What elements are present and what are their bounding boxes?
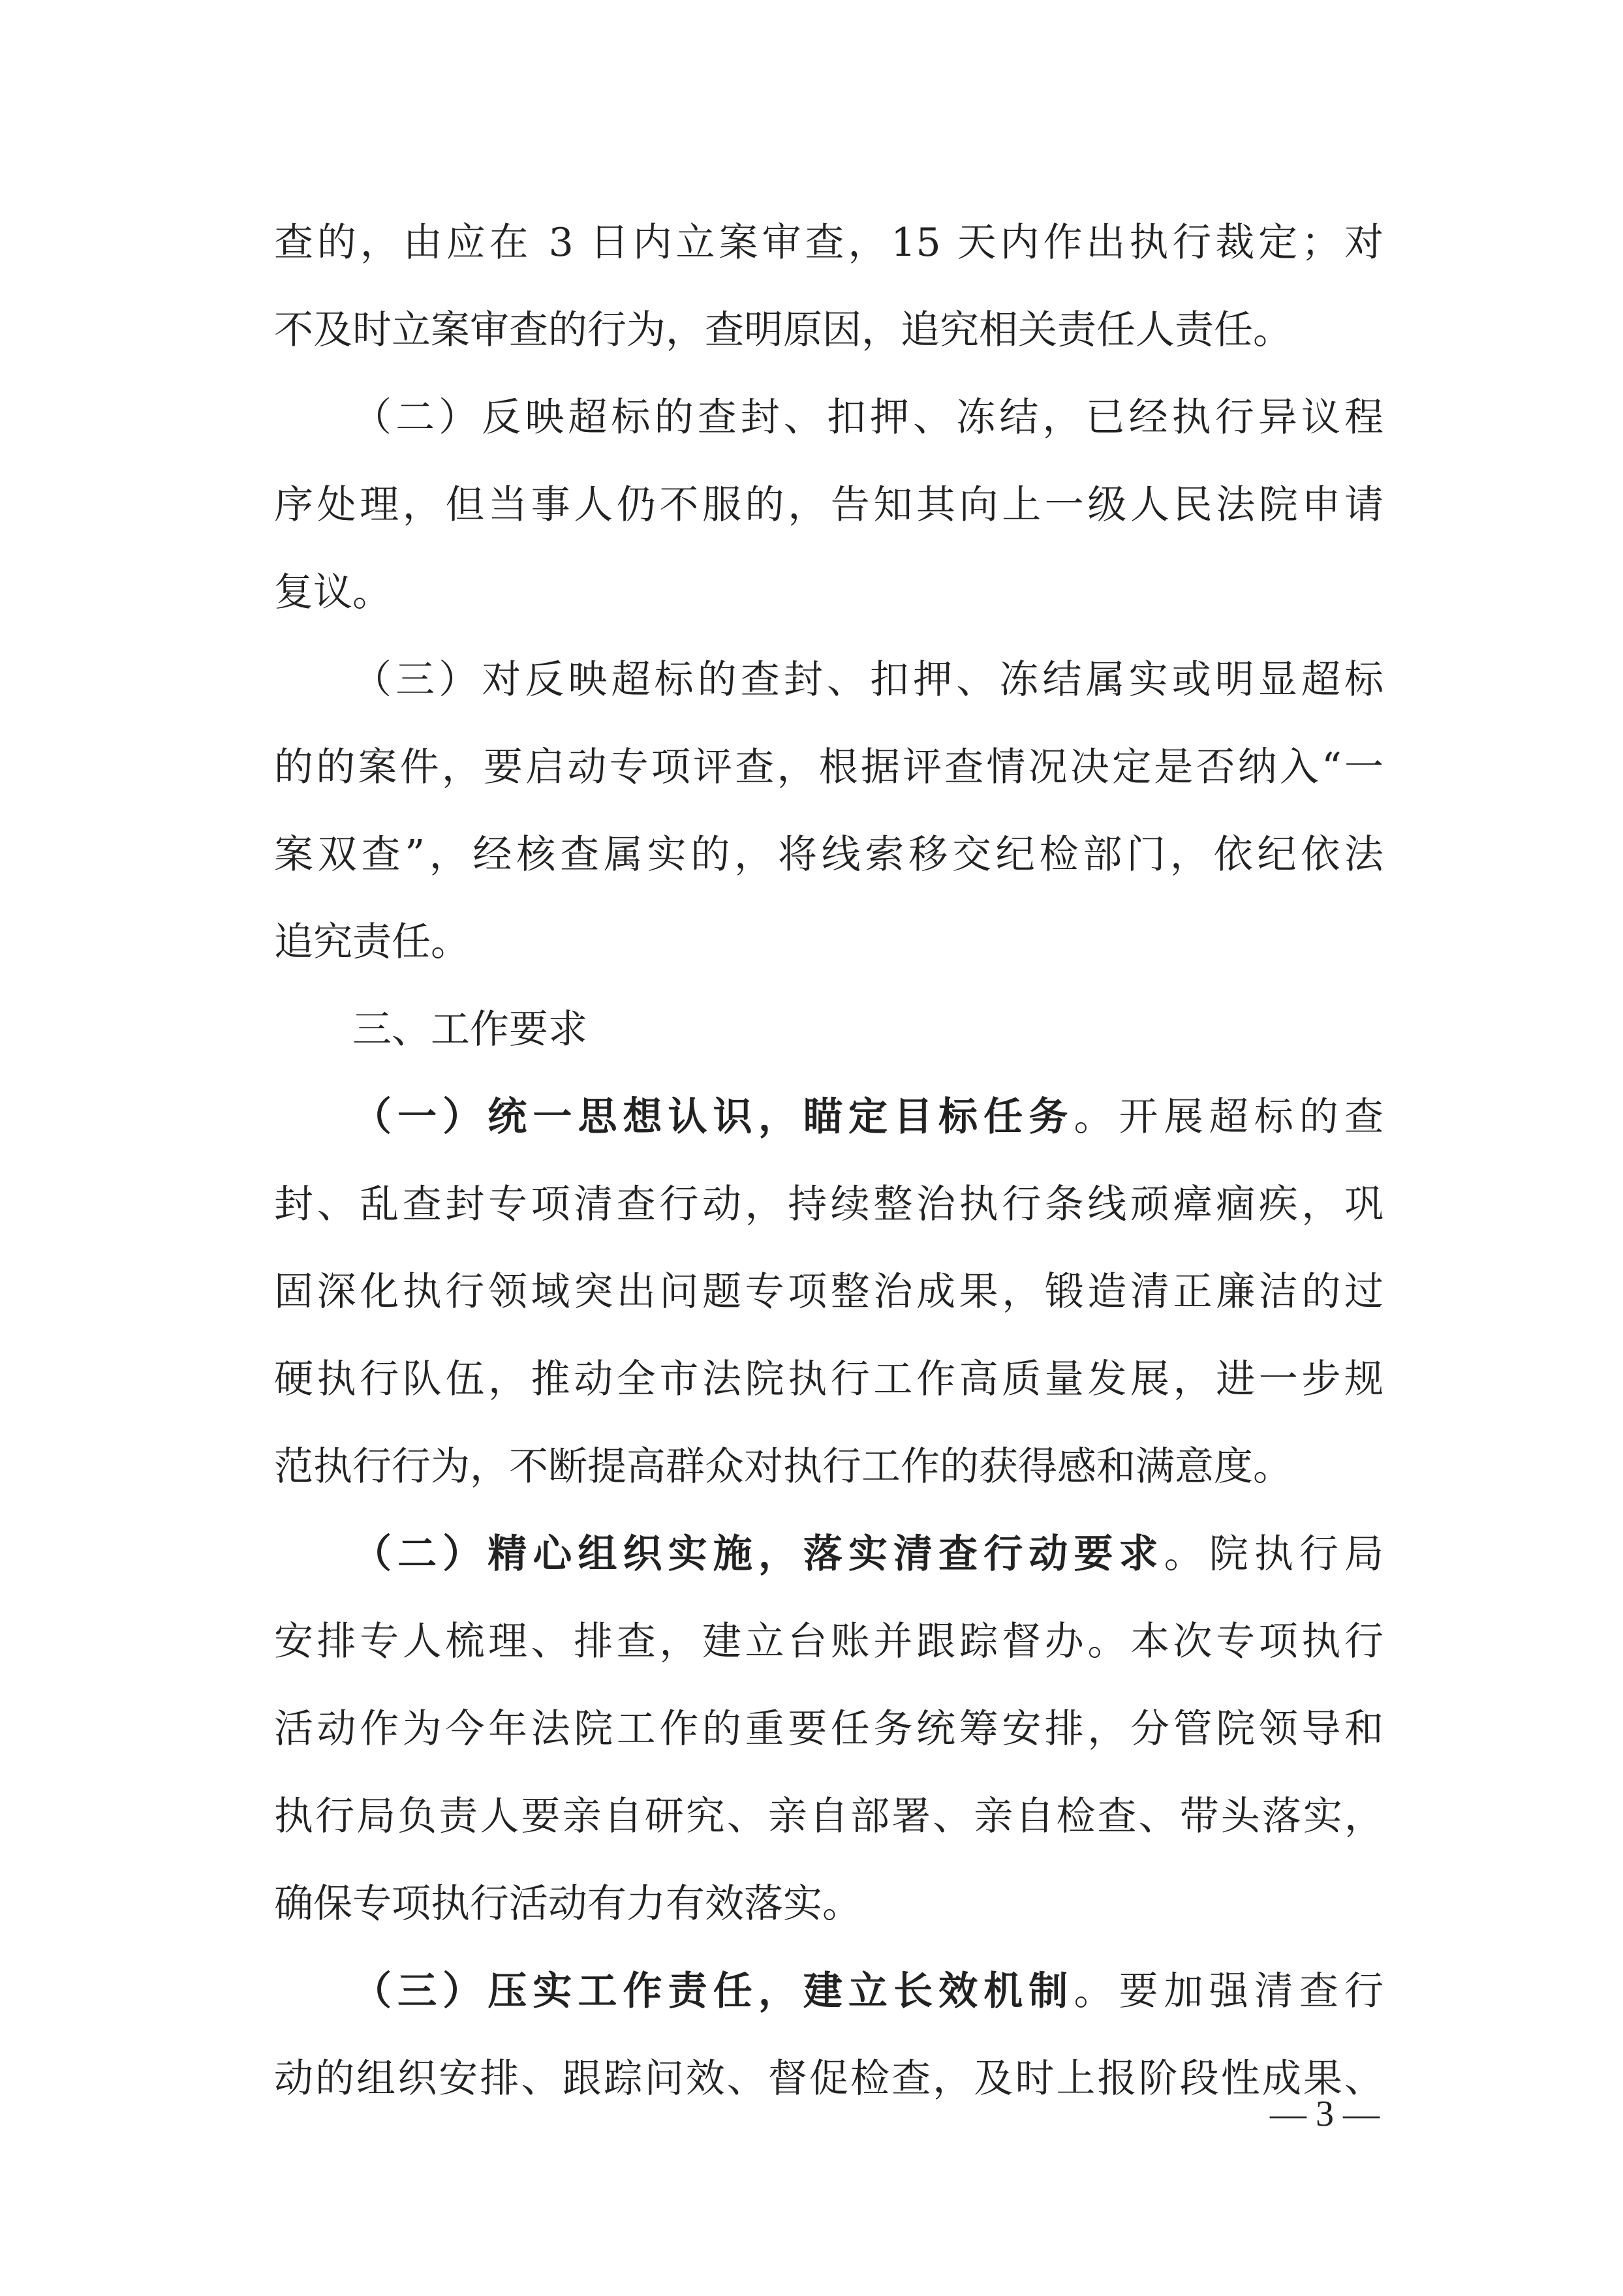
paragraph-line: 复议。 (274, 570, 392, 615)
paragraph-line: 追究责任。 (274, 919, 470, 965)
paragraph-line (274, 1510, 1383, 1598)
body-text (274, 199, 1383, 2122)
paragraph-line (274, 1073, 1383, 1161)
subheading-bold: （三）压实工作责任，建立长效机制 (352, 1968, 1074, 2014)
section-heading: 三、工作要求 (352, 1007, 587, 1052)
paragraph-line: 安排专人梳理、排查，建立台账并跟踪督办。本次专项执行 (274, 1619, 1383, 1664)
paragraph-line: 案双查”，经核查属实的，将线索移交纪检部门，依纪依法 (274, 832, 1383, 878)
paragraph-line: 查的，由应在 3 日内立案审查，15 天内作出执行裁定；对 (274, 220, 1383, 266)
paragraph-line: 执行局负责人要亲自研究、亲自部署、亲自检查、带头落实， (274, 1794, 1383, 1839)
paragraph-text: 。要加强清查行 (1074, 1968, 1384, 2014)
subheading-bold: （一）统一思想认识，瞄定目标任务 (352, 1094, 1074, 1140)
paragraph-text: 。院执行局 (1164, 1531, 1384, 1577)
paragraph-line: 不及时立案审查的行为，查明原因，追究相关责任人责任。 (274, 307, 1292, 353)
paragraph-line: 的的案件，要启动专项评查，根据评查情况决定是否纳入“一 (274, 744, 1383, 790)
paragraph-line: 确保专项执行活动有力有效落实。 (274, 1881, 861, 1927)
page-number: — 3 — (1270, 2094, 1380, 2134)
paragraph-line: 固深化执行领域突出问题专项整治成果，锻造清正廉洁的过 (274, 1269, 1383, 1315)
paragraph-line: 序处理，但当事人仍不服的，告知其向上一级人民法院申请 (274, 482, 1383, 528)
paragraph-line: 封、乱查封专项清查行动，持续整治执行条线顽瘴痼疾，巩 (274, 1182, 1383, 1227)
subheading-bold: （二）精心组织实施，落实清查行动要求 (352, 1531, 1164, 1577)
paragraph-line: （二）反映超标的查封、扣押、冻结，已经执行异议程 (352, 395, 1383, 440)
paragraph-line: 硬执行队伍，推动全市法院执行工作高质量发展，进一步规 (274, 1356, 1383, 1402)
paragraph-text: 。开展超标的查 (1074, 1094, 1384, 1140)
paragraph-line: 范执行行为，不断提高群众对执行工作的获得感和满意度。 (274, 1444, 1292, 1490)
paragraph-line: 活动作为今年法院工作的重要任务统筹安排，分管院领导和 (274, 1706, 1383, 1752)
paragraph-line: 动的组织安排、跟踪问效、督促检查，及时上报阶段性成果、 (274, 2056, 1383, 2102)
paragraph-line: （三）对反映超标的查封、扣押、冻结属实或明显超标 (352, 657, 1383, 703)
paragraph-line (274, 1948, 1383, 2035)
